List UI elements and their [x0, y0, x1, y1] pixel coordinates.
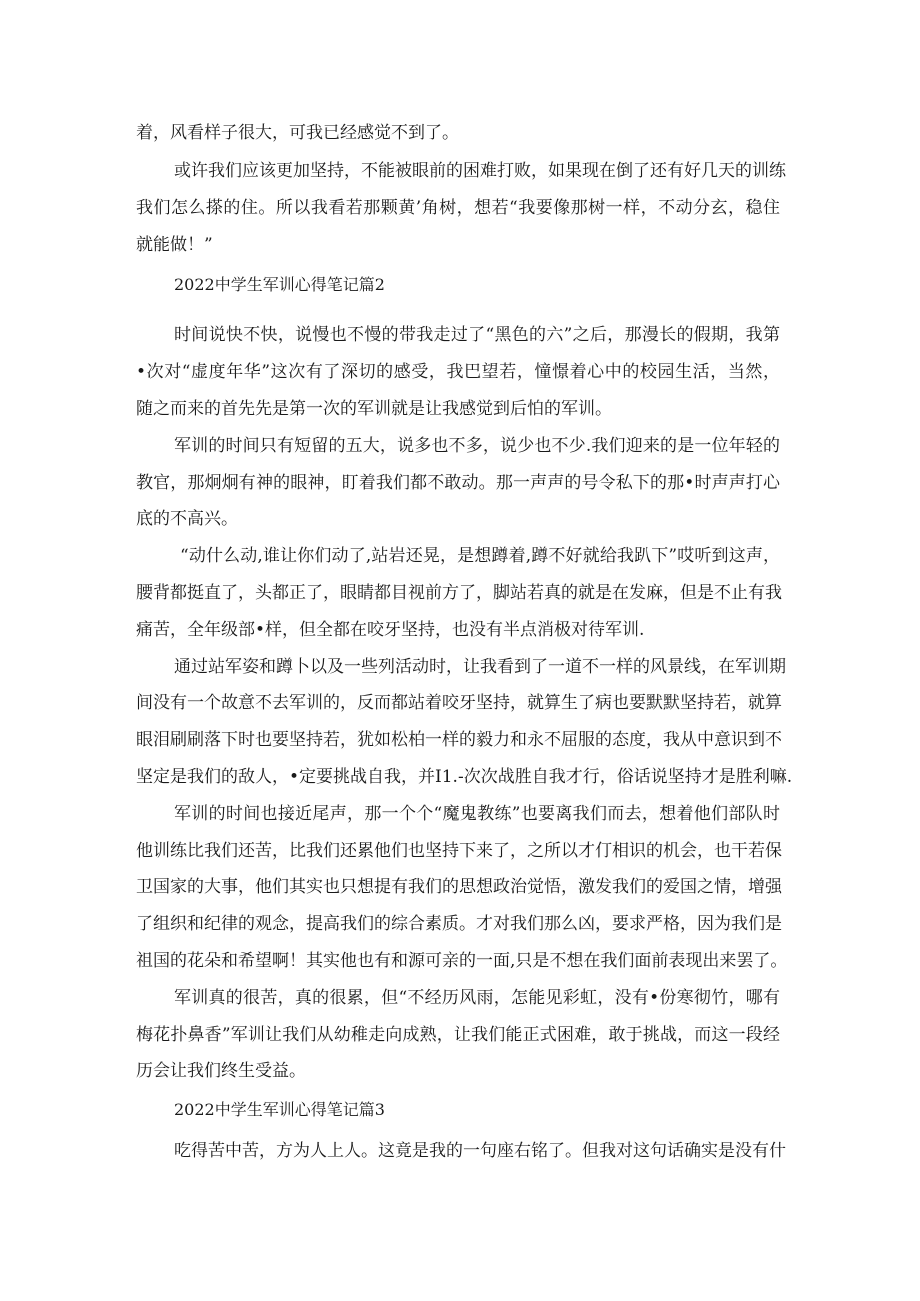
text-line: 腰背都挺直了，头都正了，眼睛都目视前方了，脚站若真的就是在发麻，但是不止有我 — [136, 583, 782, 603]
text-line: 或许我们应该更加坚持，不能被眼前的困难打败，如果现在倒了还有好几天的训练 — [174, 161, 786, 181]
text-line: 历会让我们终生受益。 — [136, 1061, 306, 1081]
text-line: 着，风看样子很大，可我已经感觉不到了。 — [136, 123, 459, 143]
text-line: 吃得苦中苦，方为人上人。这竟是我的一句座右铭了。但我对这句话确实是没有什 — [174, 1141, 786, 1161]
section-heading: 2022中学生军训心得笔记篇2 — [174, 275, 385, 294]
text-line: 他训练比我们还苦，比我们还累他们也坚持下来了，之所以才仃相识的机会，也干若保 — [136, 841, 782, 861]
text-line: 间没有一个故意不去军训的，反而都站着咬牙坚持，就算生了病也要默默坚持若，就算 — [136, 693, 782, 713]
text-line: 教官，那炯炯有神的眼神，盯着我们都不敢动。那一声声的号令私下的那•时声声打心 — [136, 473, 780, 493]
text-line: 痛苦，全年级部•样，但全都在咬牙坚持，也没有半点消极对待军训. — [136, 620, 645, 640]
text-line: 祖国的花朵和希望啊！其实他也有和源可亲的一面,只是不想在我们面前表现出来罢了。 — [136, 951, 788, 971]
section-heading: 2022中学生军训心得笔记篇3 — [174, 1100, 385, 1119]
text-line: 底的不高兴。 — [136, 509, 238, 529]
text-line: 我们怎么搽的住。所以我看若那颗黄’角树，想若“我要像那树一样，不动分玄，稳住 — [136, 198, 780, 218]
text-line: 军训的时间只有短留的五大，说多也不多，说少也不少.我们迎来的是一位年轻的 — [174, 436, 780, 456]
text-line: 军训的时间也接近尾声，那一个个“魔鬼教练”也要离我们而去，想着他们部队时 — [174, 804, 780, 824]
text-line: 随之而来的首先先是第一次的军训就是让我感觉到后怕的军训。 — [136, 399, 612, 419]
text-line: 眼泪刷刷落下时也要坚持若，犹如松柏一样的毅力和永不屈服的态度，我从中意识到不 — [136, 730, 782, 750]
text-line: 时间说快不快，说慢也不慢的带我走过了“黑色的六”之后，那漫长的假期，我第 — [174, 325, 780, 345]
text-line: 了组织和纪律的观念，提高我们的综合素质。才对我们那么凶，要求严格，因为我们是 — [136, 914, 782, 934]
text-line: 卫国家的大事，他们其实也只想提有我们的思想政治觉悟，激发我们的爱国之情，增强 — [136, 877, 782, 897]
text-line: 通过站军姿和蹲卜以及一些列活动时，让我看到了一道不一样的风景线，在军训期 — [174, 657, 786, 677]
text-line: 坚定是我们的敌人，•定要挑战自我，并I1.-次次战胜自我才行，俗话说坚持才是胜利嘛. — [136, 767, 793, 787]
text-line: 梅花扑鼻香”军训让我们从幼稚走向成熟，让我们能正式困难，敢于挑战，而这一段经 — [136, 1025, 780, 1045]
text-line: 军训真的很苦，真的很累，但“不经历风雨，怎能见彩虹，没有•份寒彻竹，哪有 — [174, 988, 780, 1008]
text-line: “动什么动,谁让你们动了,站岩还晃，是想蹲着,蹲不好就给我趴下”哎听到这声， — [180, 546, 780, 566]
text-line: 就能做！” — [136, 235, 213, 255]
text-line: •次对“虚度年华”这次有了深切的感受，我巴望若，憧憬着心中的校园生活，当然， — [136, 362, 780, 382]
